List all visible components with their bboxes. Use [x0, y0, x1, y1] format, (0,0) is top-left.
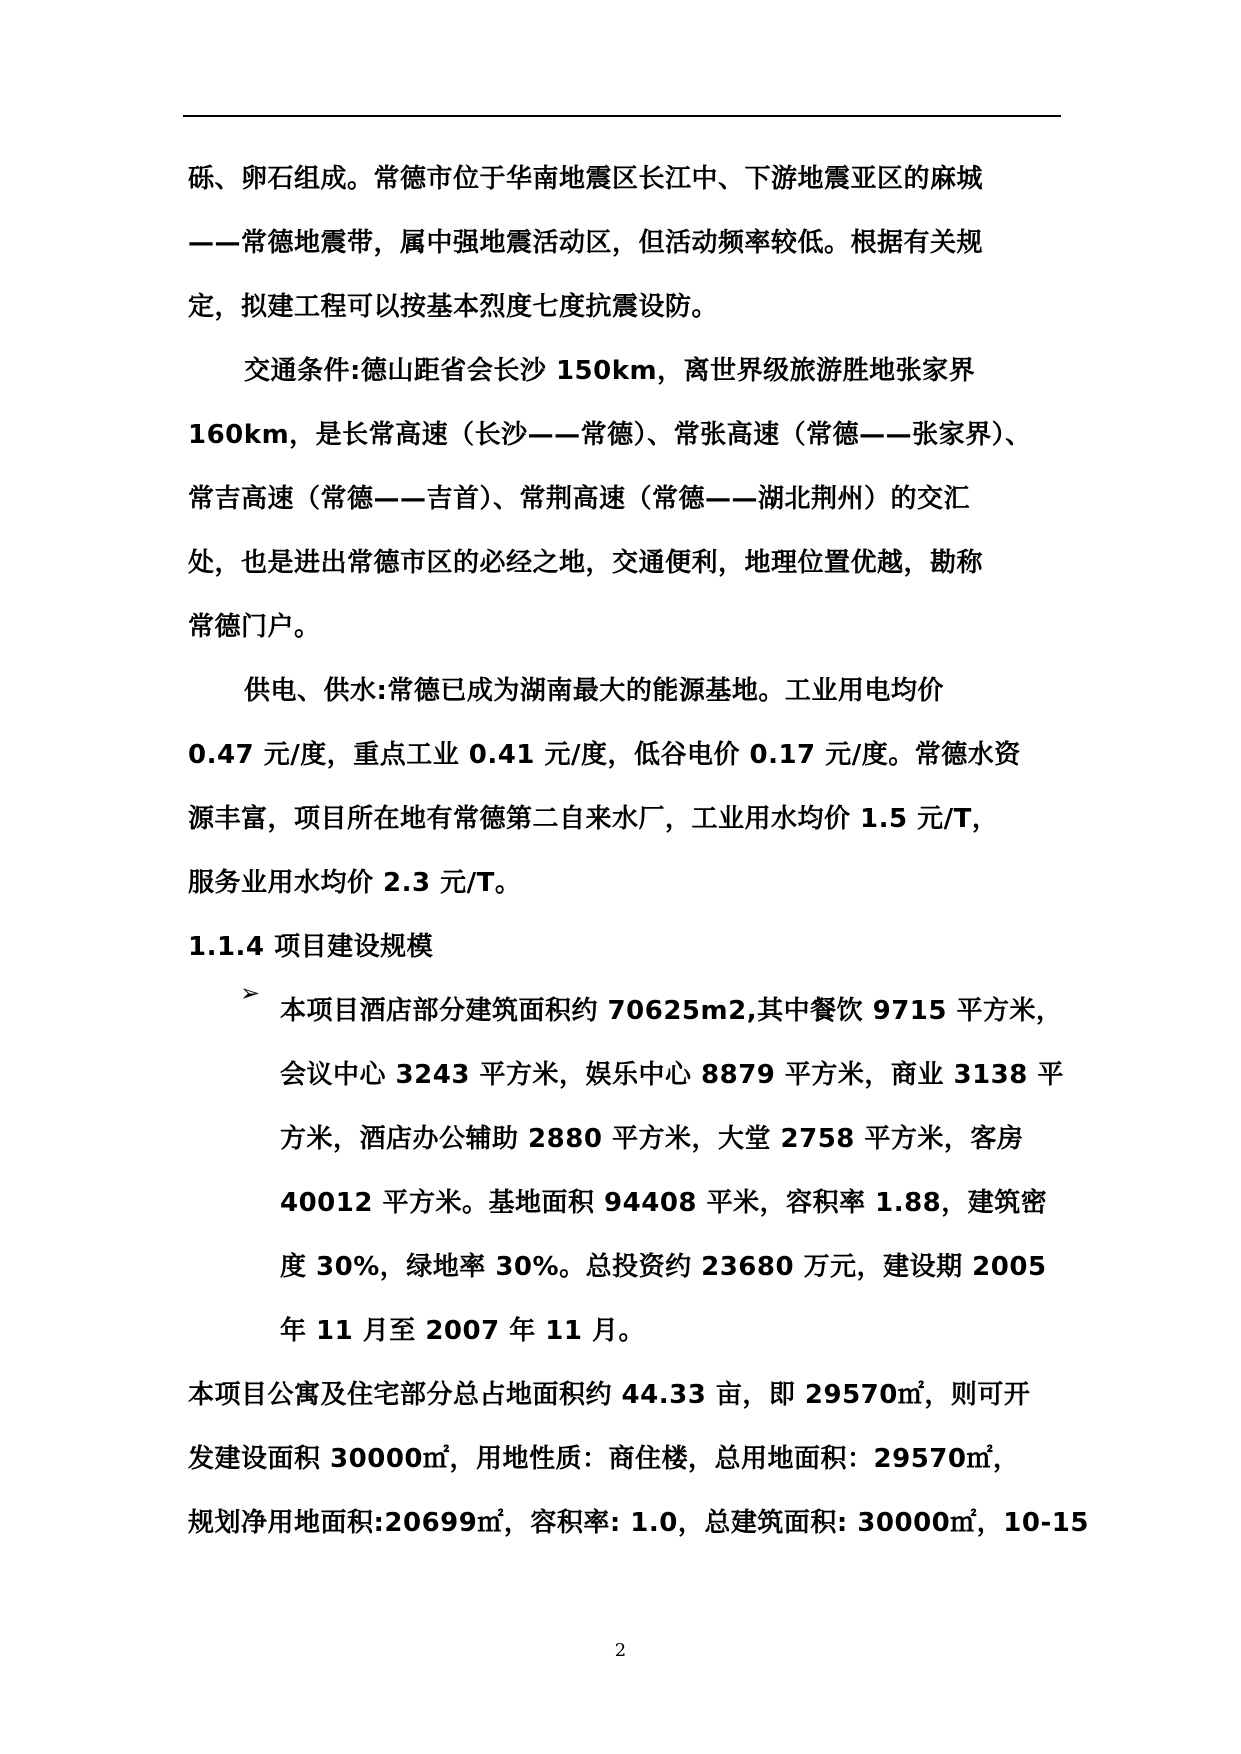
paragraph-line: 定，拟建工程可以按基本烈度七度抗震设防。 — [188, 292, 719, 322]
paragraph-line: 源丰富，项目所在地有常德第二自来水厂，工业用水均价 1.5 元/T， — [188, 804, 999, 834]
bullet-line: 度 30%，绿地率 30%。总投资约 23680 万元，建设期 2005 — [280, 1252, 1047, 1282]
document-body — [188, 147, 1089, 1555]
bullet-line: 方米，酒店办公辅助 2880 平方米，大堂 2758 平方米，客房 — [280, 1124, 1024, 1154]
bullet-item — [188, 979, 1064, 1363]
paragraph-line: 发建设面积 30000㎡，用地性质：商住楼，总用地面积：29570㎡， — [188, 1444, 1020, 1474]
arrow-bullet-icon: ➢ — [240, 979, 261, 1007]
paragraph-line: 服务业用水均价 2.3 元/T。 — [188, 868, 522, 898]
paragraph-line: 常吉高速（常德——吉首）、常荆高速（常德——湖北荆州）的交汇 — [188, 484, 971, 514]
paragraph-line: 规划净用地面积:20699㎡，容积率: 1.0，总建筑面积: 30000㎡，10-15 — [188, 1508, 1089, 1538]
paragraph-line: 0.47 元/度，重点工业 0.41 元/度，低谷电价 0.17 元/度。常德水资 — [188, 740, 1021, 770]
section-heading: 1.1.4 项目建设规模 — [188, 932, 434, 962]
bullet-line: 会议中心 3243 平方米，娱乐中心 8879 平方米，商业 3138 平 — [280, 1060, 1064, 1090]
paragraph-line: 供电、供水:常德已成为湖南最大的能源基地。工业用电均价 — [244, 676, 944, 706]
bullet-line: 本项目酒店部分建筑面积约 70625m2,其中餐饮 9715 平方米， — [280, 996, 1063, 1026]
header-rule — [183, 115, 1061, 117]
paragraph-line: 处，也是进出常德市区的必经之地，交通便利，地理位置优越，勘称 — [188, 548, 984, 578]
paragraph-line: 交通条件:德山距省会长沙 150km，离世界级旅游胜地张家界 — [244, 356, 976, 386]
paragraph-line: 本项目公寓及住宅部分总占地面积约 44.33 亩，即 29570㎡，则可开 — [188, 1380, 1031, 1410]
page-number: 2 — [614, 1640, 627, 1661]
paragraph-line: ——常德地震带，属中强地震活动区，但活动频率较低。根据有关规 — [188, 228, 984, 258]
paragraph-line: 160km，是长常高速（长沙——常德）、常张高速（常德——张家界）、 — [188, 420, 1032, 450]
paragraph-line: 常德门户。 — [188, 612, 321, 642]
bullet-line: 年 11 月至 2007 年 11 月。 — [280, 1316, 646, 1346]
paragraph-line: 砾、卵石组成。常德市位于华南地震区长江中、下游地震亚区的麻城 — [188, 164, 984, 194]
bullet-line: 40012 平方米。基地面积 94408 平米，容积率 1.88，建筑密 — [280, 1188, 1048, 1218]
